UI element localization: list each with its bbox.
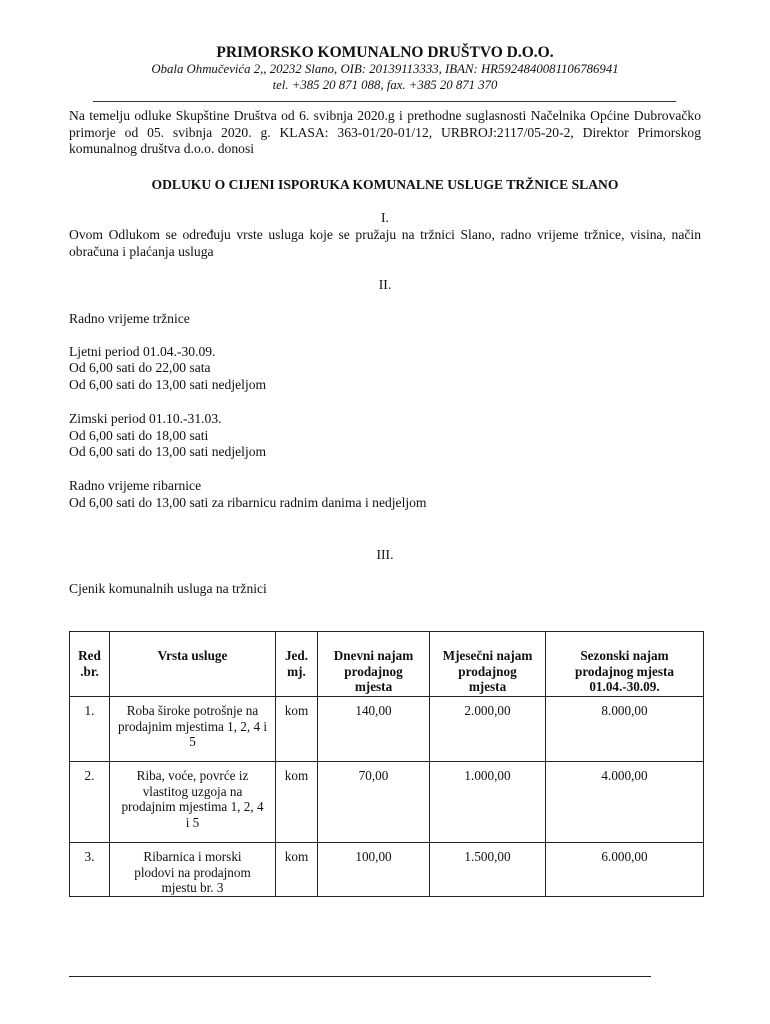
cell-unit: kom [276,697,318,762]
table-header-row [70,632,704,697]
summer-period: Ljetni period 01.04.-30.09. [69,344,216,359]
winter-period: Zimski period 01.10.-31.03. [69,411,222,426]
company-name: PRIMORSKO KOMUNALNO DRUŠTVO D.O.O. [216,44,554,61]
cell-monthly: 1.500,00 [430,843,546,897]
cell-service: Riba, voće, povrće iz vlastitog uzgoja na prodajnim mjestima 1, 2, 4 i 5 [110,762,276,843]
table-row [70,697,704,762]
section-1-number: I. [381,210,389,225]
company-address [0,62,770,93]
price-table [69,631,704,897]
cell-unit: kom [276,762,318,843]
cell-monthly: 1.000,00 [430,762,546,843]
fish-market-heading: Radno vrijeme ribarnice [69,478,202,493]
footer-divider [69,976,651,977]
col-header-service: Vrsta usluge [110,632,276,697]
contact-line: tel. +385 20 871 088, fax. +385 20 871 370 [272,77,498,92]
summer-hours-sunday: Od 6,00 sati do 13,00 sati nedjeljom [69,377,267,392]
cell-seasonal: 8.000,00 [546,697,704,762]
table-row [70,843,704,897]
col-header-unit: Jed. mj. [276,632,318,697]
section-3-number: III. [376,547,394,562]
section-1-text: Ovom Odlukom se određuju vrste usluga koje se pružaju na tržnici Slano, radno vrijeme tržnice, visina, način obračuna i plaćanja usluga [69,227,701,259]
winter-hours-sunday: Od 6,00 sati do 13,00 sati nedjeljom [69,444,267,459]
cell-daily: 140,00 [318,697,430,762]
col-header-monthly: Mjesečni najam prodajnog mjesta [430,632,546,697]
section-2-number: II. [378,277,392,292]
col-header-no: Red .br. [70,632,110,697]
cell-no: 1. [70,697,110,762]
cell-no: 3. [70,843,110,897]
cell-daily: 70,00 [318,762,430,843]
cell-daily: 100,00 [318,843,430,897]
cell-seasonal: 4.000,00 [546,762,704,843]
cell-seasonal: 6.000,00 [546,843,704,897]
cell-unit: kom [276,843,318,897]
col-header-daily: Dnevni najam prodajnog mjesta [318,632,430,697]
working-hours-heading: Radno vrijeme tržnice [69,311,190,326]
decision-title: ODLUKU O CIJENI ISPORUKA KOMUNALNE USLUGE TRŽNICE SLANO [151,177,619,192]
header-divider [93,101,676,102]
cell-no: 2. [70,762,110,843]
table-row [70,762,704,843]
col-header-seasonal: Sezonski najam prodajnog mjesta 01.04.-30.09. [546,632,704,697]
fish-market-hours: Od 6,00 sati do 13,00 sati za ribarnicu radnim danima i nedjeljom [69,495,427,510]
summer-hours-weekday: Od 6,00 sati do 22,00 sata [69,360,211,375]
price-list-heading: Cjenik komunalnih usluga na tržnici [69,581,267,596]
winter-hours-weekday: Od 6,00 sati do 18,00 sati [69,428,209,443]
cell-monthly: 2.000,00 [430,697,546,762]
address-line: Obala Ohmučevića 2,, 20232 Slano, OIB: 20139113333, IBAN: HR5924840081106786941 [151,62,619,76]
cell-service: Ribarnica i morski plodovi na prodajnom mjestu br. 3 [110,843,276,897]
preamble-paragraph: Na temelju odluke Skupštine Društva od 6. svibnja 2020.g i prethodne suglasnosti Načelnika Općine Dubrovačko primorje od 05. svibnja 2020. g. KLASA: 363-01/20-01/12, URBROJ:2117/05-20-2, Direktor Primorskog komunalnog društva d.o.o. donosi [69,108,701,156]
cell-service: Roba široke potrošnje na prodajnim mjestima 1, 2, 4 i 5 [110,697,276,762]
